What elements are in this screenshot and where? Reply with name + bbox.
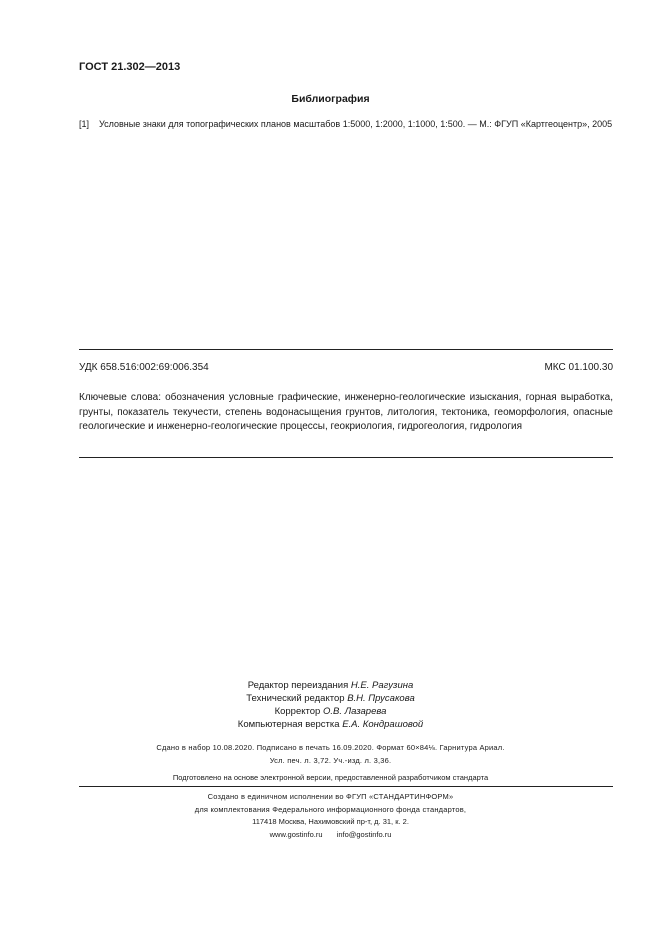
credit-tech-editor: [0, 692, 661, 705]
credit-corrector: [0, 705, 661, 718]
bibliography-title: Библиография: [291, 93, 370, 105]
publisher-links: [0, 828, 661, 841]
publisher-contacts: [0, 815, 661, 841]
credit-role: Корректор: [274, 706, 321, 717]
imprint-line-1: Сдано в набор 10.08.2020. Подписано в печать 16.09.2020. Формат 60×84⅛. Гарнитура Ариал.: [156, 743, 505, 752]
credits-block: [0, 679, 661, 731]
credit-editor: [0, 679, 661, 692]
mks-code: МКС 01.100.30: [544, 362, 613, 373]
credit-layout: [0, 718, 661, 731]
bibliography-entry-number: [1]: [79, 119, 90, 129]
credit-role: Компьютерная верстка: [237, 719, 340, 730]
publisher-address: 117418 Москва, Нахимовский пр-т, д. 31, к. 2.: [252, 817, 409, 826]
publisher-block: [0, 790, 661, 816]
divider-publisher: [79, 786, 613, 787]
publisher-line-2: для комплектования Федерального информационного фонда стандартов,: [194, 805, 467, 814]
email-link[interactable]: info@gostinfo.ru: [336, 830, 392, 839]
credit-name: В.Н. Прусакова: [347, 693, 415, 704]
website-link[interactable]: www.gostinfo.ru: [269, 830, 323, 839]
credit-role: Технический редактор: [246, 693, 345, 704]
publisher-line-1: Создано в единичном исполнении во ФГУП «СТАНДАРТИНФОРМ»: [207, 792, 454, 801]
prepared-note: Подготовлено на основе электронной версии, предоставленной разработчиком стандарта: [172, 773, 489, 782]
credit-role: Редактор переиздания: [247, 680, 349, 691]
credit-name: О.В. Лазарева: [322, 706, 387, 717]
imprint-line-2: Усл. печ. л. 3,72. Уч.-изд. л. 3,36.: [269, 756, 392, 765]
bibliography-entry-text: Условные знаки для топографических планов масштабов 1:5000, 1:2000, 1:1000, 1:500. — М.: ФГУП «Картгеоцентр», 2005: [99, 119, 613, 129]
divider-top: [79, 349, 613, 350]
bibliography-entry: [79, 118, 619, 131]
udk-code: УДК 658.516:002:69:006.354: [79, 362, 209, 373]
imprint-block: [0, 741, 661, 767]
credit-name: Н.Е. Рагузина: [350, 680, 414, 691]
credit-name: Е.А. Кондрашовой: [342, 719, 424, 730]
document-header: ГОСТ 21.302—2013: [79, 61, 181, 73]
keywords: Ключевые слова: обозначения условные графические, инженерно-геологические изыскания, горная выработка, грунты, показатель текучести, степень водонасыщения грунтов, литология, тектоника, геоморфология, опасные геологические и инженерно-геологические процессы, геокриология, гидрогеология, гидрология: [79, 392, 613, 432]
divider-keywords: [79, 457, 613, 458]
